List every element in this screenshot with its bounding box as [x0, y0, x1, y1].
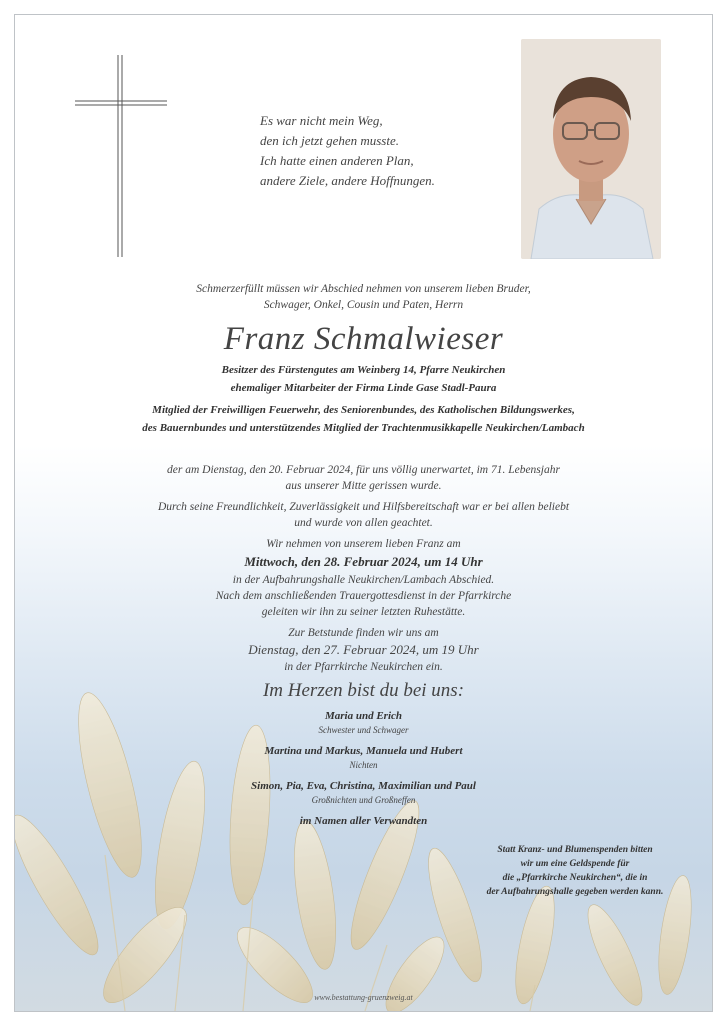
- portrait-photo: [521, 39, 661, 259]
- character-line: Durch seine Freundlichkeit, Zuverlässigkeit und Hilfsbereitschaft war er bei allen beliebt: [157, 501, 570, 513]
- poem: [260, 111, 520, 191]
- donation-note: [435, 843, 713, 899]
- funeral-intro: Wir nehmen von unserem lieben Franz am: [266, 538, 461, 550]
- mourner-group: [15, 709, 712, 736]
- mourner-group: [15, 779, 712, 806]
- character-line: und wurde von allen geachtet.: [294, 517, 433, 529]
- roles-block: [15, 361, 712, 437]
- funeral-date: Mittwoch, den 28. Februar 2024, um 14 Uhr: [244, 554, 483, 569]
- poem-line: andere Ziele, andere Hoffnungen.: [260, 173, 435, 188]
- funeral-text: [15, 536, 712, 620]
- role-line: des Bauernbundes und unterstützendes Mitglied der Trachtenmusikkapelle Neukirchen/Lambach: [142, 422, 585, 434]
- character-text: [15, 499, 712, 531]
- death-line: aus unserer Mitte gerissen wurde.: [285, 480, 442, 492]
- poem-line: Ich hatte einen anderen Plan,: [260, 153, 414, 168]
- note-line: Statt Kranz- und Blumenspenden bitten: [497, 845, 653, 855]
- intro-text: [15, 281, 712, 313]
- poem-line: den ich jetzt gehen musste.: [260, 133, 399, 148]
- website-link[interactable]: www.bestattung-gruenzweig.at: [314, 993, 413, 1002]
- mourner-relation: Schwester und Schwager: [318, 725, 409, 735]
- mourner-names: Maria und Erich: [324, 710, 403, 722]
- poem-line: Es war nicht mein Weg,: [260, 113, 383, 128]
- cross-icon: [75, 55, 167, 257]
- note-line: der Aufbahrungshalle gegeben werden kann.: [486, 887, 664, 897]
- mourner-relation: Nichten: [349, 760, 378, 770]
- death-line: der am Dienstag, den 20. Februar 2024, für uns völlig unerwartet, im 71. Lebensjahr: [167, 464, 560, 476]
- heart-heading: Im Herzen bist du bei uns:: [262, 680, 465, 701]
- mourners-list: [15, 709, 712, 829]
- role-line: Besitzer des Fürstengutes am Weinberg 14, Pfarre Neukirchen: [221, 364, 506, 376]
- deceased-name: Franz Schmalwieser: [223, 321, 504, 357]
- funeral-line: in der Aufbahrungshalle Neukirchen/Lambach Abschied.: [232, 574, 495, 586]
- prayer-date: Dienstag, den 27. Februar 2024, um 19 Uhr: [248, 642, 479, 657]
- mourner-names: Martina und Markus, Manuela und Hubert: [264, 745, 463, 757]
- prayer-line: Zur Betstunde finden wir uns am: [288, 627, 439, 639]
- mourner-names: Simon, Pia, Eva, Christina, Maximilian und Paul: [251, 780, 476, 792]
- role-line: Mitglied der Freiwilligen Feuerwehr, des Seniorenbundes, des Katholischen Bildungswerkes,: [152, 404, 575, 416]
- death-text: [15, 462, 712, 494]
- role-line: ehemaliger Mitarbeiter der Firma Linde Gase Stadl-Paura: [230, 382, 497, 394]
- mourner-relation: Großnichten und Großneffen: [311, 795, 416, 805]
- mourner-group: [15, 814, 712, 829]
- funeral-line: geleiten wir ihn zu seiner letzten Ruhestätte.: [261, 606, 466, 618]
- obituary-card: [14, 14, 713, 1012]
- funeral-line: Nach dem anschließenden Trauergottesdienst in der Pfarrkirche: [215, 590, 512, 602]
- mourner-group: [15, 744, 712, 771]
- note-line: die „Pfarrkirche Neukirchen“, die in: [502, 873, 648, 883]
- mourner-names: im Namen aller Verwandten: [299, 815, 428, 827]
- note-line: wir um eine Geldspende für: [520, 859, 630, 869]
- intro-line: Schmerzerfüllt müssen wir Abschied nehmen von unserem lieben Bruder,: [196, 283, 531, 295]
- prayer-text: [15, 625, 712, 675]
- intro-line: Schwager, Onkel, Cousin und Paten, Herrn: [263, 299, 464, 311]
- prayer-line: in der Pfarrkirche Neukirchen ein.: [284, 661, 443, 673]
